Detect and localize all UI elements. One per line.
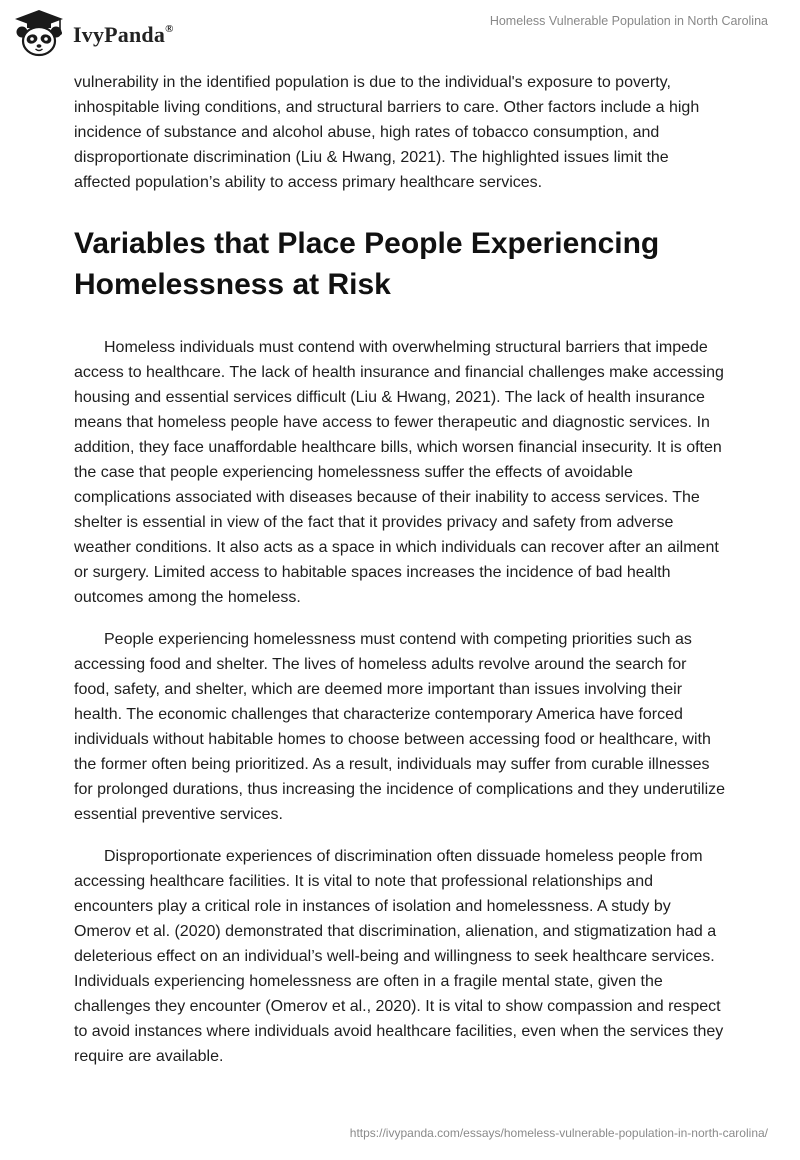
page-header <box>0 0 800 60</box>
panda-graduate-icon <box>13 8 65 58</box>
section-heading: Variables that Place People Experiencing Homelessness at Risk <box>74 227 660 301</box>
brand-name: IvyPanda® <box>73 22 174 47</box>
footer-source-link[interactable]: https://ivypanda.com/essays/homeless-vulnerable-population-in-north-carolina/ <box>349 1126 768 1140</box>
brand-logo-link[interactable] <box>13 8 174 58</box>
body-paragraph: Homeless individuals must contend with overwhelming structural barriers that impede access to healthcare. The lack of health insurance and financial challenges make accessing housing and essential services difficult (Liu & Hwang, 2021). The lack of health insurance means that homeless people have access to fewer therapeutic and diagnostic services. In addition, they face unaffordable healthcare bills, which worsen financial insecurity. It is often the case that people experiencing homelessness suffer the effects of avoidable complications associated with diseases because of their inability to access services. The shelter is essential in view of the fact that it provides privacy and safety from adverse weather conditions. It also acts as a space in which individuals can recover after an ailment or surgery. Limited access to habitable spaces increases the incidence of bad health outcomes among the homeless. <box>74 339 724 606</box>
registered-mark: ® <box>165 22 174 35</box>
body-paragraph: Disproportionate experiences of discrimination often dissuade homeless people from accessing healthcare facilities. It is vital to note that professional relationships and encounters play a critical role in instances of isolation and homelessness. A study by Omerov et al. (2020) demonstrated that discrimination, alienation, and stigmatization had a deleterious effect on an individual’s well-being and willingness to seek healthcare services. Individuals experiencing homelessness are often in a fragile mental state, given the challenges they encounter (Omerov et al., 2020). It is vital to show compassion and respect to avoid instances where individuals avoid healthcare facilities, even when the services they require are available. <box>74 848 724 1065</box>
intro-paragraph: vulnerability in the identified population is due to the individual's exposure to poverty, inhospitable living conditions, and structural barriers to care. Other factors include a high incidence of substance and alcohol abuse, high rates of tobacco consumption, and disproportionate discrimination (Liu & Hwang, 2021). The highlighted issues limit the affected population’s ability to access primary healthcare services. <box>74 74 700 191</box>
essay-body <box>74 70 726 1086</box>
document-title: Homeless Vulnerable Population in North Carolina <box>489 14 768 28</box>
body-paragraph: People experiencing homelessness must contend with competing priorities such as accessing food and shelter. The lives of homeless adults revolve around the search for food, safety, and shelter, which are deemed more important than issues involving their health. The economic challenges that characterize contemporary America have forced individuals without habitable homes to choose between accessing food or healthcare, with the former often being prioritized. As a result, individuals may suffer from curable illnesses for prolonged durations, thus increasing the incidence of complications and they underutilize essential preventive services. <box>74 631 726 823</box>
